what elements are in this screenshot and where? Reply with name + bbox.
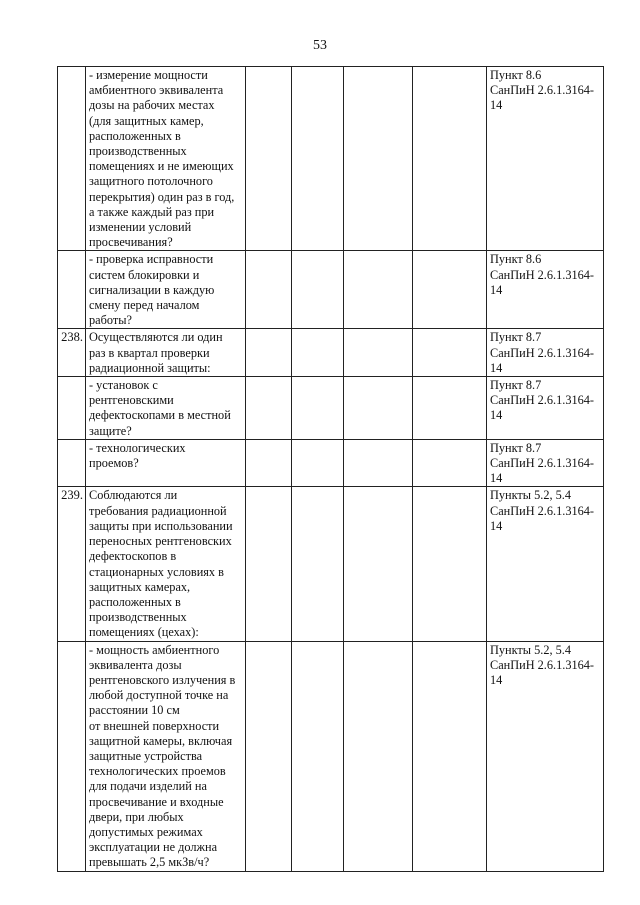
- comment-cell: [413, 487, 487, 641]
- comment-cell: [413, 329, 487, 377]
- table-row: [58, 251, 604, 329]
- table-row: [58, 487, 604, 641]
- answer-yes-cell: [246, 487, 292, 641]
- answer-na-cell: [344, 641, 413, 871]
- reference-cell: Пункты 5.2, 5.4 СанПиН 2.6.1.3164- 14: [487, 487, 604, 641]
- row-number: [58, 67, 86, 251]
- answer-yes-cell: [246, 67, 292, 251]
- answer-yes-cell: [246, 439, 292, 487]
- answer-na-cell: [344, 377, 413, 440]
- table-row: [58, 439, 604, 487]
- answer-no-cell: [292, 487, 344, 641]
- row-number: 239.: [58, 487, 86, 641]
- answer-no-cell: [292, 641, 344, 871]
- comment-cell: [413, 67, 487, 251]
- question-cell: - установок с рентгеновскими дефектоскопами в местной защите?: [86, 377, 246, 440]
- row-number: [58, 641, 86, 871]
- answer-no-cell: [292, 251, 344, 329]
- checklist-table: [57, 66, 604, 872]
- reference-cell: Пункт 8.7 СанПиН 2.6.1.3164- 14: [487, 439, 604, 487]
- question-cell: - технологических проемов?: [86, 439, 246, 487]
- row-number: [58, 377, 86, 440]
- answer-yes-cell: [246, 377, 292, 440]
- row-number: 238.: [58, 329, 86, 377]
- reference-cell: Пункт 8.6 СанПиН 2.6.1.3164- 14: [487, 67, 604, 251]
- reference-cell: Пункт 8.7 СанПиН 2.6.1.3164- 14: [487, 377, 604, 440]
- comment-cell: [413, 641, 487, 871]
- table-row: [58, 67, 604, 251]
- comment-cell: [413, 439, 487, 487]
- answer-no-cell: [292, 439, 344, 487]
- reference-cell: Пункт 8.6 СанПиН 2.6.1.3164- 14: [487, 251, 604, 329]
- table-row: [58, 377, 604, 440]
- comment-cell: [413, 377, 487, 440]
- row-number: [58, 251, 86, 329]
- question-cell: - проверка исправности систем блокировки и сигнализации в каждую смену перед началом работы?: [86, 251, 246, 329]
- row-number: [58, 439, 86, 487]
- answer-no-cell: [292, 329, 344, 377]
- question-cell: - мощность амбиентного эквивалента дозы рентгеновского излучения в любой доступной точке на расстоянии 10 см от внешней поверхности защитной камеры, включая защитные устройства технологических проемов для подачи изделий на просвечивание и входные двери, при любых допустимых режимах эксплуатации не должна превышать 2,5 мкЗв/ч?: [86, 641, 246, 871]
- answer-na-cell: [344, 439, 413, 487]
- question-cell: - измерение мощности амбиентного эквивалента дозы на рабочих местах (для защитных камер, расположенных в производственных помещениях и не имеющих защитного потолочного перекрытия) один раз в год, а также каждый раз при изменении условий просвечивания?: [86, 67, 246, 251]
- reference-cell: Пункты 5.2, 5.4 СанПиН 2.6.1.3164- 14: [487, 641, 604, 871]
- page-number: 53: [313, 38, 327, 53]
- question-cell: Соблюдаются ли требования радиационной защиты при использовании переносных рентгеновских дефектоскопов в стационарных условиях в защитных камерах, расположенных в производственных помещениях (цехах):: [86, 487, 246, 641]
- answer-yes-cell: [246, 329, 292, 377]
- table-row: [58, 641, 604, 871]
- answer-no-cell: [292, 377, 344, 440]
- answer-na-cell: [344, 487, 413, 641]
- answer-no-cell: [292, 67, 344, 251]
- answer-na-cell: [344, 67, 413, 251]
- comment-cell: [413, 251, 487, 329]
- answer-na-cell: [344, 251, 413, 329]
- reference-cell: Пункт 8.7 СанПиН 2.6.1.3164- 14: [487, 329, 604, 377]
- answer-yes-cell: [246, 251, 292, 329]
- answer-na-cell: [344, 329, 413, 377]
- question-cell: Осуществляются ли один раз в квартал проверки радиационной защиты:: [86, 329, 246, 377]
- answer-yes-cell: [246, 641, 292, 871]
- table-row: [58, 329, 604, 377]
